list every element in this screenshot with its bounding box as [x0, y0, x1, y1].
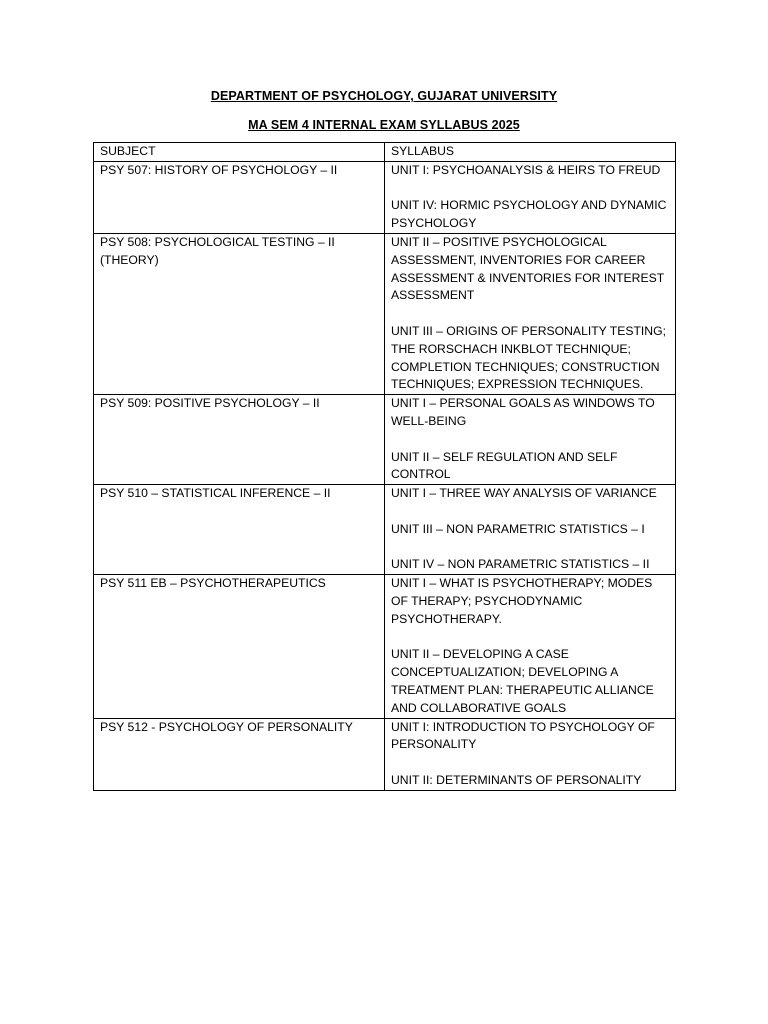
table-row [94, 233, 676, 394]
syllabus-cell [385, 575, 676, 718]
syllabus-unit: UNIT I: PSYCHOANALYSIS & HEIRS TO FREUD [391, 162, 661, 177]
syllabus-unit: UNIT II – POSITIVE PSYCHOLOGICAL ASSESSMENT, INVENTORIES FOR CAREER ASSESSMENT & INVENTORIES FOR INTEREST ASSESSMENT [391, 234, 664, 303]
table-row [94, 485, 676, 575]
syllabus-unit: UNIT IV – NON PARAMETRIC STATISTICS – II [391, 557, 650, 572]
table-header-row [94, 143, 676, 162]
syllabus-unit: UNIT IV: HORMIC PSYCHOLOGY AND DYNAMIC PSYCHOLOGY [391, 198, 667, 231]
syllabus-cell [385, 718, 676, 790]
subject-cell: PSY 508: PSYCHOLOGICAL TESTING – II (THEORY) [94, 233, 385, 394]
document-subtitle: MA SEM 4 INTERNAL EXAM SYLLABUS 2025 [248, 118, 520, 132]
syllabus-unit: UNIT II – SELF REGULATION AND SELF CONTROL [391, 449, 618, 482]
subject-cell: PSY 509: POSITIVE PSYCHOLOGY – II [94, 395, 385, 485]
syllabus-cell [385, 485, 676, 575]
table-row [94, 718, 676, 790]
table-row [94, 395, 676, 485]
subject-cell: PSY 510 – STATISTICAL INFERENCE – II [94, 485, 385, 575]
syllabus-unit: UNIT I – THREE WAY ANALYSIS OF VARIANCE [391, 486, 657, 501]
table-row [94, 575, 676, 718]
table-row [94, 161, 676, 233]
syllabus-cell [385, 161, 676, 233]
syllabus-cell [385, 395, 676, 485]
syllabus-unit: UNIT I – WHAT IS PSYCHOTHERAPY; MODES OF THERAPY; PSYCHODYNAMIC PSYCHOTHERAPY. [391, 576, 653, 626]
subject-cell: PSY 512 - PSYCHOLOGY OF PERSONALITY [94, 718, 385, 790]
syllabus-unit: UNIT II: DETERMINANTS OF PERSONALITY [391, 772, 642, 787]
syllabus-unit: UNIT II – DEVELOPING A CASE CONCEPTUALIZATION; DEVELOPING A TREATMENT PLAN: THERAPEUTIC ALLIANCE AND COLLABORATIVE GOALS [391, 647, 654, 715]
subject-cell: PSY 507: HISTORY OF PSYCHOLOGY – II [94, 161, 385, 233]
document-title: DEPARTMENT OF PSYCHOLOGY, GUJARAT UNIVERSITY [210, 89, 558, 103]
syllabus-unit: UNIT III – NON PARAMETRIC STATISTICS – I [391, 521, 645, 536]
syllabus-unit: UNIT I – PERSONAL GOALS AS WINDOWS TO WELL-BEING [391, 396, 655, 428]
syllabus-unit: UNIT III – ORIGINS OF PERSONALITY TESTING; THE RORSCHACH INKBLOT TECHNIQUE; COMPLETION TECHNIQUES; CONSTRUCTION TECHNIQUES; EXPRESSION TECHNIQUES. [391, 323, 666, 392]
header-subject: SUBJECT [94, 143, 385, 162]
syllabus-table [93, 142, 676, 791]
syllabus-cell [385, 233, 676, 394]
header-syllabus: SYLLABUS [385, 143, 676, 162]
subject-cell: PSY 511 EB – PSYCHOTHERAPEUTICS [94, 575, 385, 718]
syllabus-unit: UNIT I: INTRODUCTION TO PSYCHOLOGY OF PERSONALITY [391, 719, 655, 752]
